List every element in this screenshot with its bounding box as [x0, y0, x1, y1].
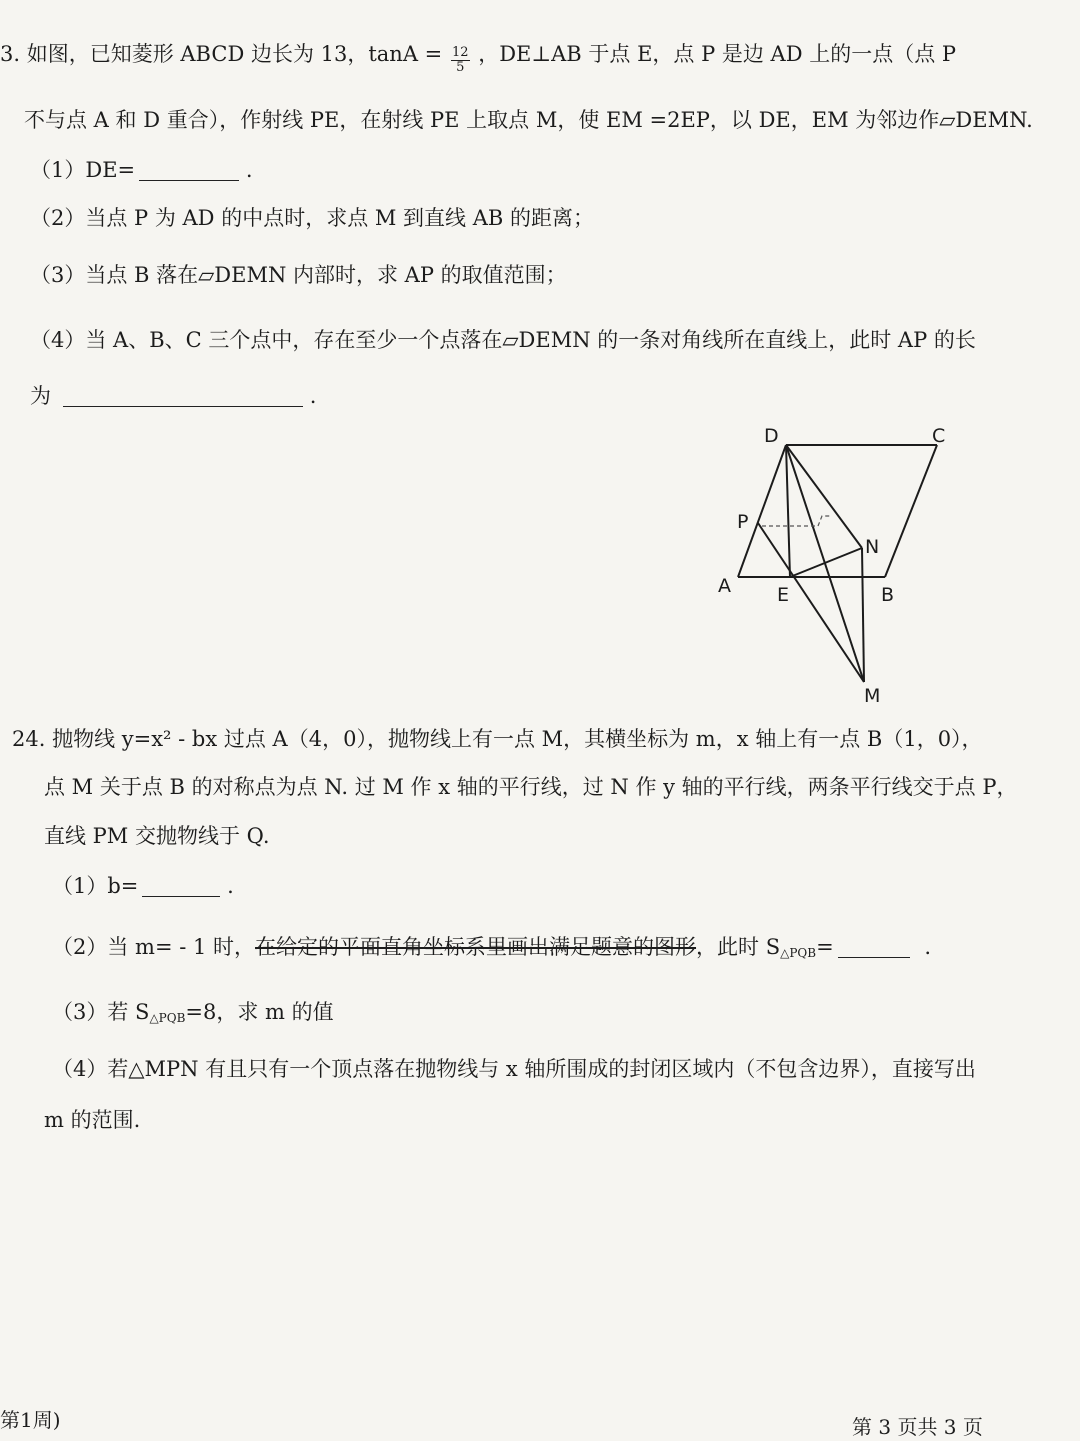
- answer-blank-de[interactable]: [139, 162, 239, 181]
- q24-part4: （4）若△MPN 有且只有一个顶点落在抛物线与 x 轴所围成的封闭区域内（不包含边界），直接写出: [52, 1057, 976, 1081]
- answer-blank-area[interactable]: [838, 939, 910, 958]
- label-e: E: [777, 584, 790, 606]
- label-c: C: [932, 425, 946, 447]
- diagonal-en: [790, 548, 862, 577]
- q24-part2: [52, 937, 931, 959]
- q23-line1: [0, 44, 956, 75]
- q24-part3-text-a: （3）若 S: [52, 1000, 150, 1024]
- q24-part4-cont: m 的范围.: [44, 1108, 141, 1132]
- segment-de: [786, 445, 790, 577]
- label-m: M: [864, 685, 881, 707]
- q23-part4-cont-end: .: [309, 384, 317, 408]
- q23-line1-text-b: ，DE⊥AB 于点 E，点 P 是边 AD 上的一点（点 P: [478, 42, 957, 66]
- label-b: B: [881, 584, 895, 606]
- q23-part4: （4）当 A、B、C 三个点中，存在至少一个点落在▱DEMN 的一条对角线所在直线上，此时 AP 的长: [30, 328, 976, 352]
- answer-blank-ap[interactable]: [63, 388, 303, 407]
- q23-part1-text: （1）DE=: [30, 158, 136, 182]
- label-n: N: [865, 536, 880, 558]
- q23-part4-cont: [30, 386, 316, 407]
- construction-mark: [818, 516, 830, 526]
- tan-fraction: [451, 46, 470, 74]
- q24-part2-text-b: ，此时 S: [696, 935, 781, 959]
- q24-part2-end: .: [924, 935, 932, 959]
- q23-part2: （2）当点 P 为 AD 的中点时，求点 M 到直线 AB 的距离；: [30, 206, 594, 230]
- footer-left: 第1周): [0, 1408, 61, 1432]
- answer-blank-b[interactable]: [142, 878, 220, 897]
- q24-line2: 点 M 关于点 B 的对称点为点 N. 过 M 作 x 轴的平行线，过 N 作 y 轴的平行线，两条平行线交于点 P，: [44, 775, 1018, 799]
- fraction-denominator: 5: [456, 60, 465, 75]
- q23-part3: （3）当点 B 落在▱DEMN 内部时，求 AP 的取值范围；: [30, 263, 567, 287]
- q24-part2-text-a: （2）当 m= - 1 时，: [52, 935, 256, 959]
- page-number: 第 3 页共 3 页: [852, 1415, 983, 1439]
- segment-nm: [862, 548, 864, 682]
- q24-part1-end: .: [227, 874, 234, 898]
- q23-line2: 不与点 A 和 D 重合），作射线 PE，在射线 PE 上取点 M，使 EM =2EP，以 DE，EM 为邻边作▱DEMN.: [24, 108, 1033, 132]
- q24-part1: [52, 876, 234, 897]
- label-a: A: [718, 575, 731, 597]
- q24-part3-text-b: =8，求 m 的值: [185, 1000, 334, 1024]
- q24-part2-equals: =: [816, 935, 834, 959]
- rhombus-figure: [700, 420, 970, 710]
- segment-dn: [786, 445, 862, 548]
- q23-part1: [30, 160, 253, 181]
- ray-pm: [758, 523, 864, 682]
- q23-line1-text-a: 3. 如图，已知菱形 ABCD 边长为 13，tanA =: [0, 42, 443, 66]
- q23-part4-cont-text: 为: [30, 384, 51, 408]
- q24-line3: 直线 PM 交抛物线于 Q.: [44, 824, 270, 848]
- q24-part3: [52, 1002, 334, 1024]
- segment-cb: [885, 445, 937, 577]
- fraction-numerator: 12: [451, 45, 469, 61]
- q24-part2-subscript: △PQB: [780, 946, 817, 960]
- label-p: P: [737, 511, 749, 533]
- label-d: D: [764, 425, 779, 447]
- q24-part3-subscript: △PQB: [149, 1011, 186, 1025]
- q23-part1-end: .: [245, 158, 253, 182]
- q24-line1: 24. 抛物线 y=x² - bx 过点 A（4，0），抛物线上有一点 M，其横坐标为 m，x 轴上有一点 B（1，0），: [12, 727, 983, 751]
- q24-part2-struck-text: 在给定的平面直角坐标系里画出满足题意的图形: [255, 935, 697, 959]
- q24-part1-text: （1）b=: [52, 874, 139, 898]
